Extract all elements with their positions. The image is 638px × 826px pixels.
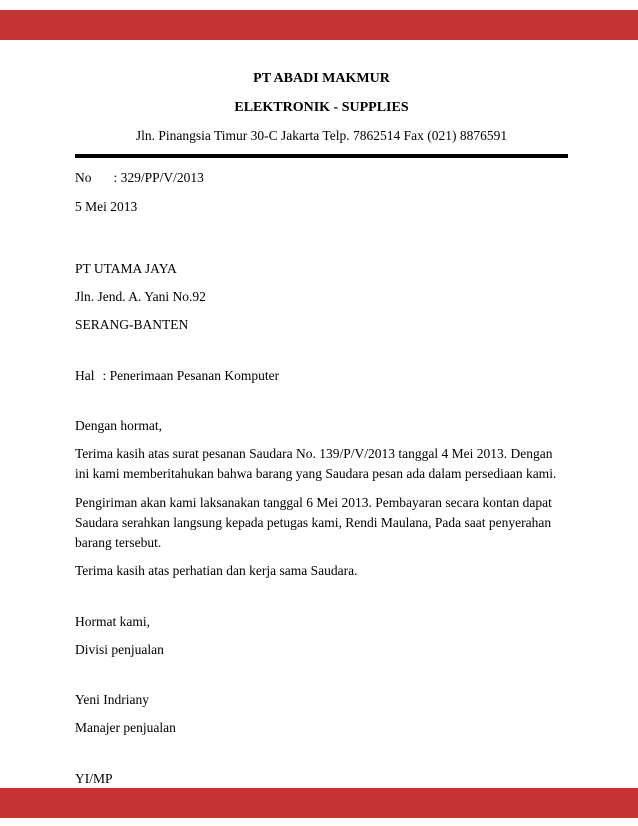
closing-division: Divisi penjualan: [75, 641, 164, 657]
recipient-street: Jln. Jend. A. Yani No.92: [75, 289, 206, 304]
signer-title: Manajer penjualan: [75, 720, 176, 736]
body-paragraph-2: Pengiriman akan kami laksanakan tanggal 6 Mei 2013. Pembayaran secara kontan dapat Saudara serahkan langsung kepada petugas kami, Rendi Maulana, Pada saat penyerahan barang tersebut.: [75, 494, 552, 550]
letterhead-rule: [75, 154, 568, 158]
body-paragraph-3: Terima kasih atas perhatian dan kerja sama Saudara.: [75, 563, 358, 579]
letter-number-value: : 329/PP/V/2013: [113, 170, 204, 186]
recipient-name: PT UTAMA JAYA: [75, 260, 177, 276]
company-address: Jln. Pinangsia Timur 30-C Jakarta Telp. 7862514 Fax (021) 8876591: [135, 128, 508, 143]
company-name: PT ABADI MAKMUR: [253, 71, 390, 86]
reference-initials: YI/MP: [75, 770, 113, 786]
closing-salutation: Hormat kami,: [75, 613, 150, 629]
letter-date: 5 Mei 2013: [75, 198, 138, 214]
recipient-city: SERANG-BANTEN: [75, 317, 189, 333]
bottom-accent-bar: [0, 788, 638, 818]
letter-number-line: [75, 168, 568, 188]
subject-label: Hal: [75, 367, 95, 383]
subject-value: : Penerimaan Pesanan Komputer: [102, 367, 280, 383]
signer-name: Yeni Indriany: [75, 692, 149, 707]
letter-content: [75, 68, 568, 797]
subject-line: [75, 366, 568, 386]
company-subtitle: ELEKTRONIK - SUPPLIES: [234, 100, 409, 115]
body-paragraph-1: Terima kasih atas surat pesanan Saudara No. 139/P/V/2013 tanggal 4 Mei 2013. Dengan ini kami memberitahukan bahwa barang yang Saudara pesan ada dalam persediaan kami.: [75, 446, 557, 482]
top-accent-bar: [0, 10, 638, 40]
letter-number-label: No: [75, 170, 92, 186]
salutation: Dengan hormat,: [75, 417, 162, 433]
